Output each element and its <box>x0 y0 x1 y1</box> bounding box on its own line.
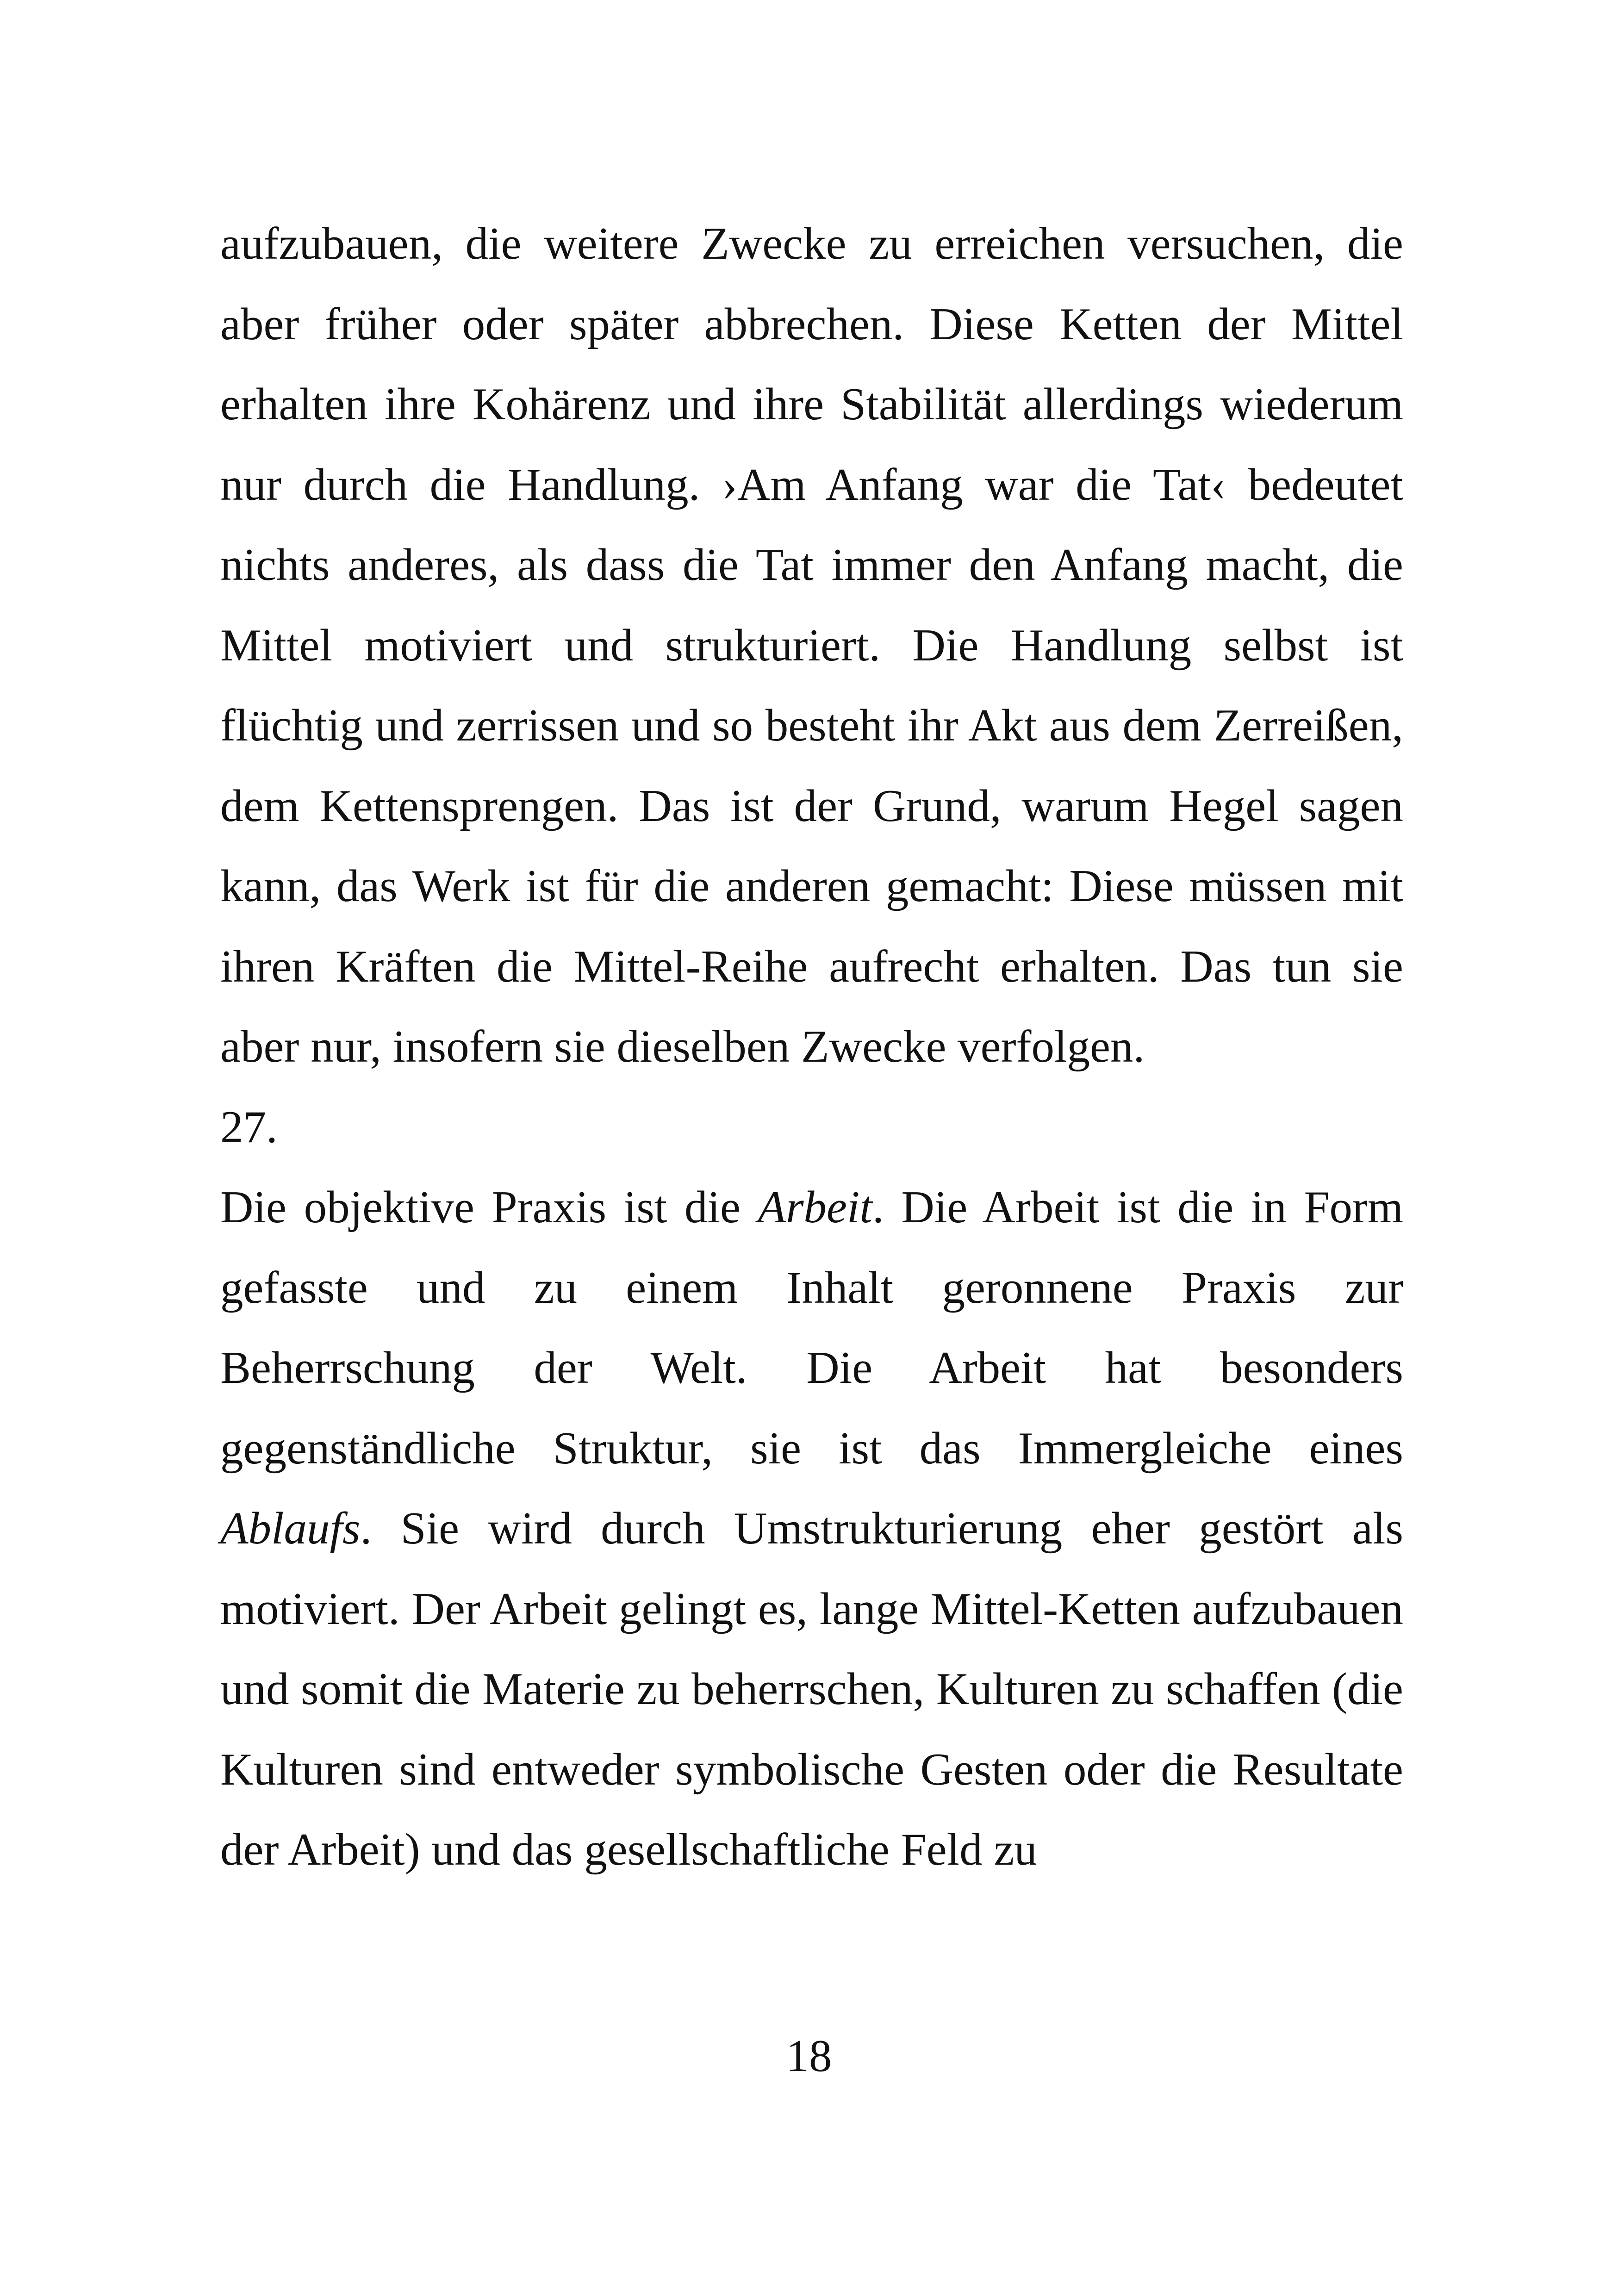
paragraph-2-italic-ablaufs: Ablaufs <box>220 1503 361 1554</box>
paragraph-2-text-2: . Die Arbeit ist die in Form gefasste und zu einem Inhalt geronnene Praxis zur Beherrschung der Welt. Die Arbeit hat besonders gegenständliche Struktur, sie ist das Immergleiche eines <box>220 1182 1403 1474</box>
paragraph-2-text-3: . Sie wird durch Umstrukturierung eher gestört als motiviert. Der Arbeit gelingt es, lange Mittel-Ketten aufzubauen und somit die Materie zu beherrschen, Kulturen zu schaffen (die Kulturen sind entweder symbolische Gesten oder die Resultate der Arbeit) und das gesellschaftliche Feld zu <box>220 1503 1403 1875</box>
text-column <box>220 204 1403 1890</box>
paragraph-2 <box>220 1167 1403 1890</box>
paragraph-1: aufzubauen, die weitere Zwecke zu erreichen versuchen, die aber früher oder später abbrechen. Diese Ketten der Mittel erhalten ihre Kohärenz und ihre Stabilität allerdings wiederum nur durch die Handlung. ›Am Anfang war die Tat‹ bedeutet nichts anderes, als dass die Tat immer den Anfang macht, die Mittel motiviert und strukturiert. Die Handlung selbst ist flüchtig und zerrissen und so besteht ihr Akt aus dem Zerreißen, dem Kettensprengen. Das ist der Grund, warum Hegel sagen kann, das Werk ist für die anderen gemacht: Diese müssen mit ihren Kräften die Mittel-Reihe aufrecht erhalten. Das tun sie aber nur, insofern sie dieselben Zwecke verfolgen. <box>220 218 1403 1072</box>
paragraph-2-italic-arbeit: Arbeit <box>758 1182 872 1232</box>
section-number: 27. <box>220 1101 278 1152</box>
paragraph-2-text-1: Die objektive Praxis ist die <box>220 1182 758 1232</box>
page-number: 18 <box>786 2031 832 2081</box>
